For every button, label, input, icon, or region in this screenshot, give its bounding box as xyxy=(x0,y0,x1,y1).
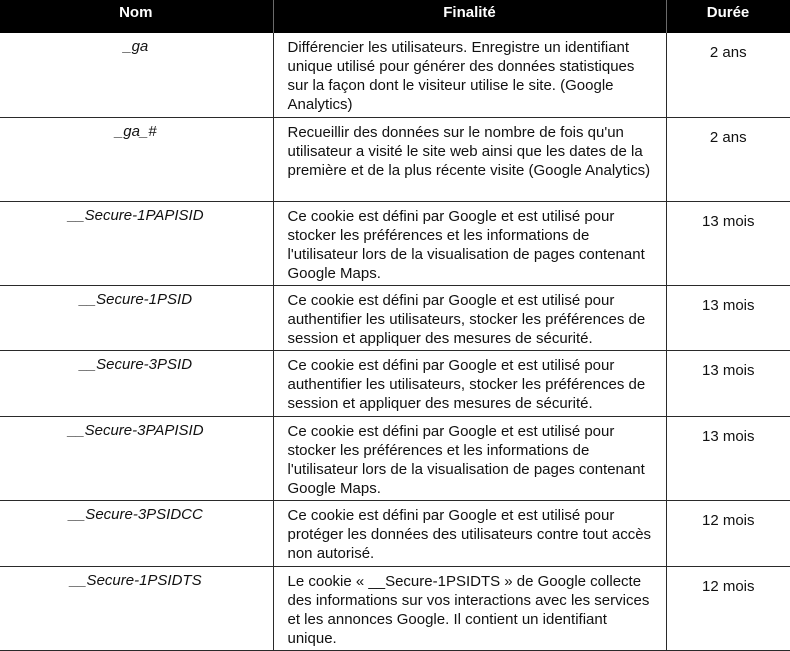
cookie-name: __Secure-3PSID xyxy=(0,350,273,416)
cookie-duration: 2 ans xyxy=(666,117,790,201)
table-row xyxy=(0,285,790,350)
cookie-duration: 12 mois xyxy=(666,500,790,566)
table-row xyxy=(0,33,790,117)
column-header-nom: Nom xyxy=(0,0,273,33)
header-row xyxy=(0,0,790,33)
cookie-name: __Secure-1PAPISID xyxy=(0,201,273,285)
cookie-name: _ga xyxy=(0,33,273,117)
cookie-purpose: Ce cookie est défini par Google et est utilisé pour authentifier les utilisateurs, stocker les préférences de session et appliquer des mesures de sécurité. xyxy=(273,350,666,416)
table-row xyxy=(0,350,790,416)
cookie-name: __Secure-3PSIDCC xyxy=(0,500,273,566)
table-header xyxy=(0,0,790,33)
cookie-purpose: Ce cookie est défini par Google et est utilisé pour stocker les préférences et les informations de l'utilisateur lors de la visualisation de pages contenant Google Maps. xyxy=(273,416,666,500)
cookie-duration: 13 mois xyxy=(666,350,790,416)
cookie-duration: 12 mois xyxy=(666,566,790,650)
cookie-purpose: Recueillir des données sur le nombre de fois qu'un utilisateur a visité le site web ainsi que les dates de la première et de la plus récente visite (Google Analytics) xyxy=(273,117,666,201)
column-header-finalite: Finalité xyxy=(273,0,666,33)
cookie-name: _ga_# xyxy=(0,117,273,201)
cookie-purpose: Ce cookie est défini par Google et est utilisé pour protéger les données des utilisateurs contre tout accès non autorisé. xyxy=(273,500,666,566)
table-row xyxy=(0,416,790,500)
table-row xyxy=(0,566,790,650)
cookie-purpose: Ce cookie est défini par Google et est utilisé pour stocker les préférences et les informations de l'utilisateur lors de la visualisation de pages contenant Google Maps. xyxy=(273,201,666,285)
cookie-purpose: Différencier les utilisateurs. Enregistre un identifiant unique utilisé pour générer des données statistiques sur la façon dont le visiteur utilise le site. (Google Analytics) xyxy=(273,33,666,117)
table-row xyxy=(0,500,790,566)
cookie-purpose: Ce cookie est défini par Google et est utilisé pour authentifier les utilisateurs, stocker les préférences de session et appliquer des mesures de sécurité. xyxy=(273,285,666,350)
cookie-name: __Secure-1PSIDTS xyxy=(0,566,273,650)
cookie-duration: 13 mois xyxy=(666,201,790,285)
table-row xyxy=(0,117,790,201)
cookie-duration: 2 ans xyxy=(666,33,790,117)
table-row xyxy=(0,201,790,285)
cookie-duration: 13 mois xyxy=(666,285,790,350)
table-body xyxy=(0,33,790,650)
cookie-purpose: Le cookie « __Secure-1PSIDTS » de Google collecte des informations sur vos interactions avec les services et les annonces Google. Il contient un identifiant unique. xyxy=(273,566,666,650)
cookie-name: __Secure-1PSID xyxy=(0,285,273,350)
cookie-duration: 13 mois xyxy=(666,416,790,500)
column-header-duree: Durée xyxy=(666,0,790,33)
cookie-name: __Secure-3PAPISID xyxy=(0,416,273,500)
